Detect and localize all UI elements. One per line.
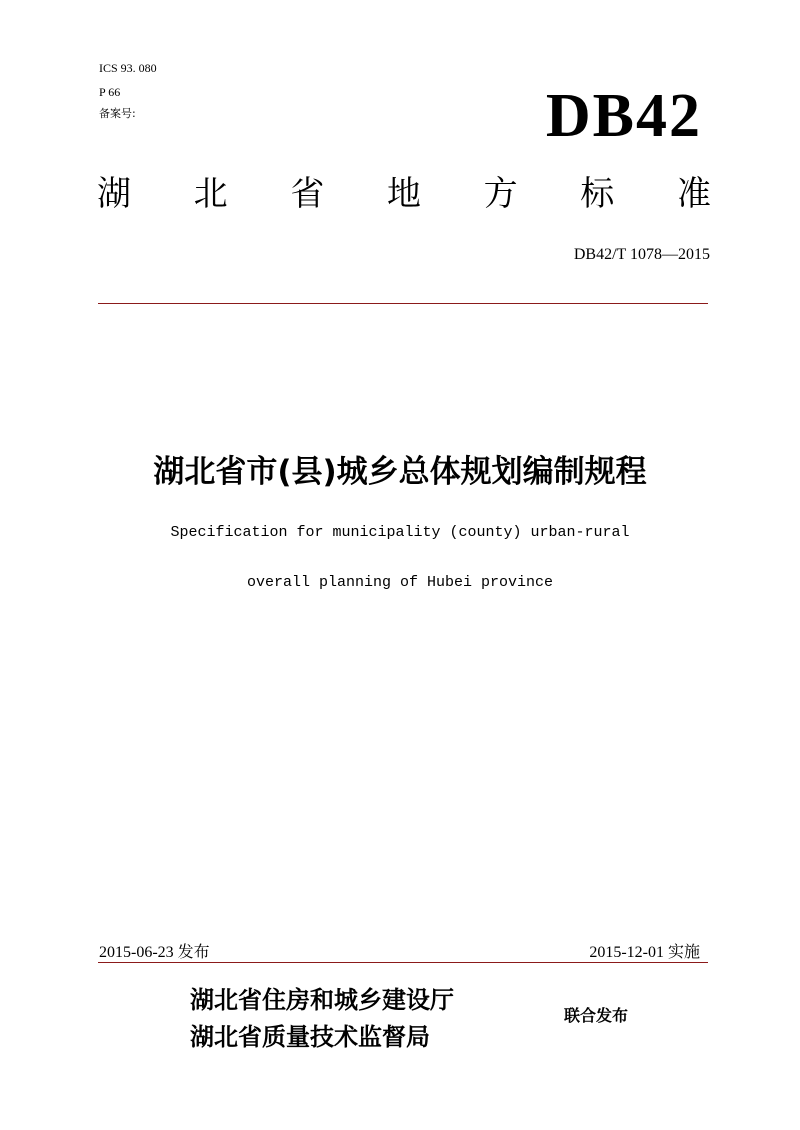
issuer-quality-bureau: 湖北省质量技术监督局 (190, 1022, 430, 1051)
english-title-line-2: overall planning of Hubei province (246, 574, 554, 591)
issue-date: 2015-06-23 发布 (99, 944, 210, 961)
english-title-line-1: Specification for municipality (county) urban-rural (170, 524, 630, 541)
standard-type-char: 标 (580, 174, 615, 214)
issuer-housing-department: 湖北省住房和城乡建设厅 (190, 985, 454, 1014)
standard-type-char: 省 (290, 174, 325, 214)
standard-type-char: 地 (386, 174, 421, 214)
ics-code: ICS 93. 080 (99, 61, 157, 75)
filing-number-label: 备案号: (99, 107, 136, 120)
standard-type-char: 北 (193, 174, 228, 214)
joint-issue-label: 联合发布 (564, 1006, 629, 1025)
chinese-title: 湖北省市(县)城乡总体规划编制规程 (153, 454, 647, 490)
standard-number: DB42/T 1078—2015 (573, 246, 710, 263)
top-divider (98, 303, 708, 304)
standard-type-char: 方 (483, 174, 518, 214)
standard-code-mark: DB42 (545, 82, 702, 150)
standard-type-char: 准 (676, 174, 711, 214)
implementation-date: 2015-12-01 实施 (589, 944, 700, 961)
standard-type-heading (97, 172, 711, 216)
bottom-divider (98, 962, 708, 963)
standard-type-char: 湖 (97, 174, 131, 214)
ccs-code: P 66 (99, 85, 121, 99)
